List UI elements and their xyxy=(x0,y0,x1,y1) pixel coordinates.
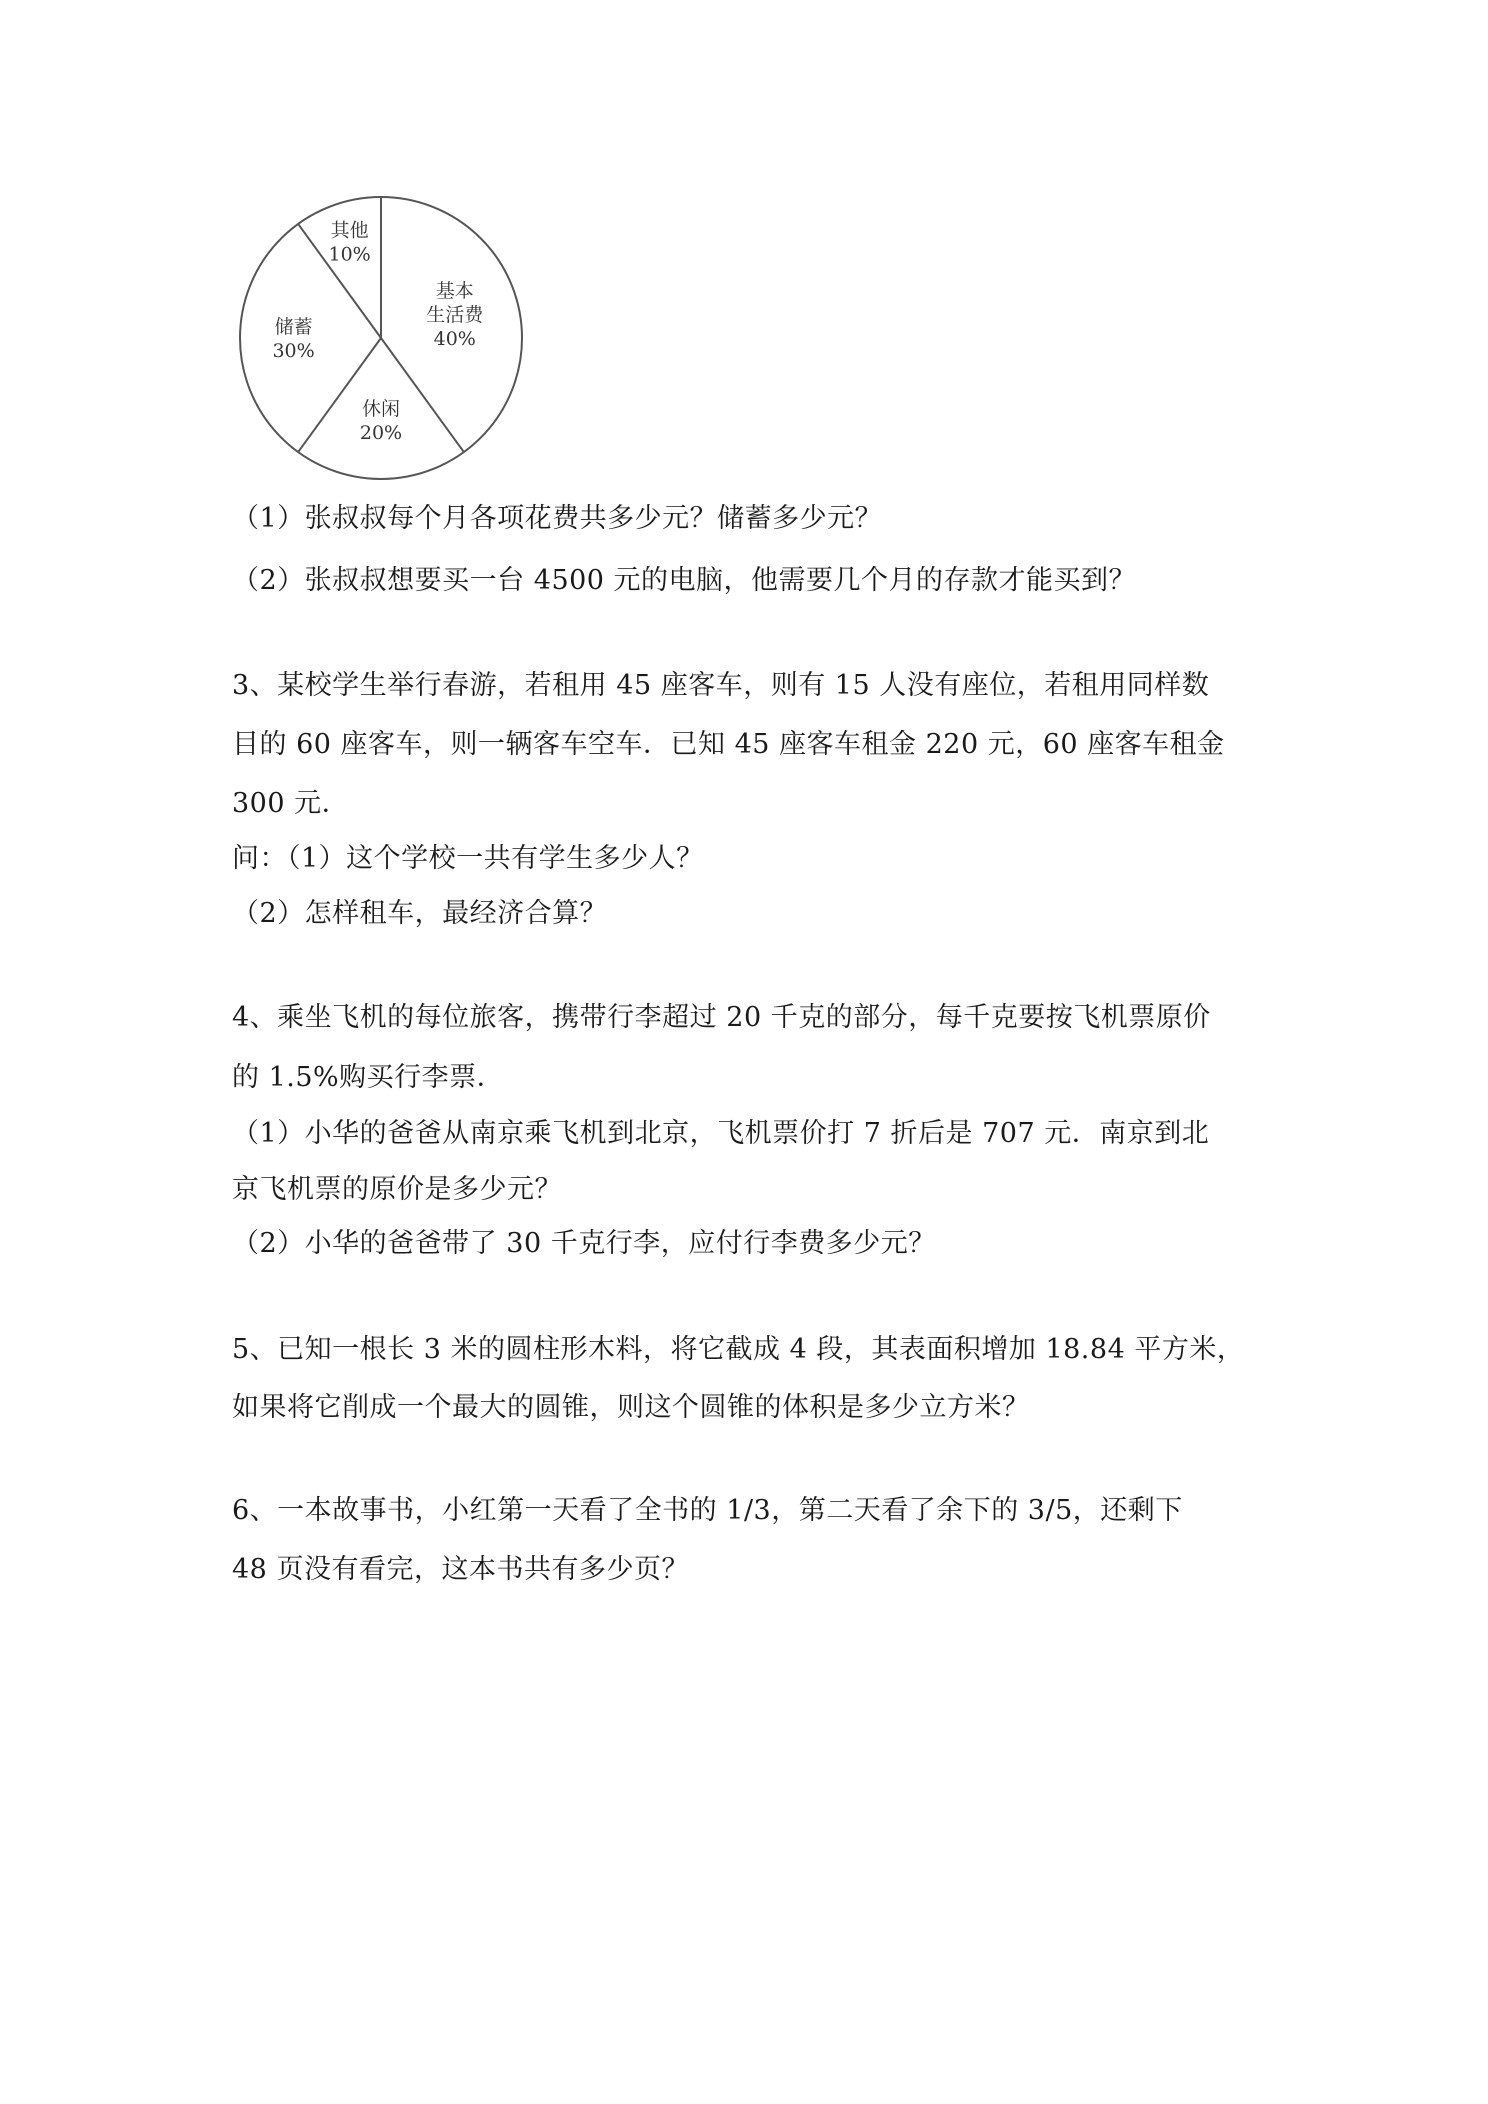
pie-slice-label: 休闲 xyxy=(361,397,401,420)
question-3-part-2: （2）怎样租车，最经济合算？ xyxy=(232,898,608,929)
question-5-line-1: 5、已知一根长 3 米的圆柱形木料，将它截成 4 段，其表面积增加 18.84 平方米， xyxy=(232,1334,1245,1365)
question-6-line-2: 48 页没有看完，这本书共有多少页？ xyxy=(232,1554,689,1585)
pie-slice-label: 储蓄 xyxy=(274,316,313,338)
pie-slice-label: 生活费 xyxy=(426,304,484,327)
question-5-line-2: 如果将它削成一个最大的圆锥，则这个圆锥的体积是多少立方米？ xyxy=(232,1392,1030,1423)
question-3-line-2: 目的 60 座客车，则一辆客车空车．已知 45 座客车租金 220 元，60 座客车租金 xyxy=(232,729,1225,760)
pie-slice-percent: 30% xyxy=(272,340,315,362)
question-3-line-1: 3、某校学生举行春游，若租用 45 座客车，则有 15 人没有座位，若租用同样数 xyxy=(232,670,1210,701)
question-4-part-1-line-2: 京飞机票的原价是多少元？ xyxy=(232,1174,562,1205)
question-2-part-2: （2）张叔叔想要买一台 4500 元的电脑，他需要几个月的存款才能买到？ xyxy=(232,565,1137,596)
expense-pie-chart xyxy=(236,192,526,484)
question-2-part-1: （1）张叔叔每个月各项花费共多少元？储蓄多少元？ xyxy=(232,503,883,534)
question-4-line-2: 的 1.5%购买行李票． xyxy=(232,1062,505,1093)
question-4-line-1: 4、乘坐飞机的每位旅客，携带行李超过 20 千克的部分，每千克要按飞机票原价 xyxy=(232,1002,1211,1033)
question-3-part-1: 问：（1）这个学校一共有学生多少人？ xyxy=(232,843,704,874)
pie-slice-percent: 40% xyxy=(433,328,476,351)
question-3-line-3: 300 元． xyxy=(232,788,350,819)
question-4-part-2: （2）小华的爸爸带了 30 千克行李，应付行李费多少元？ xyxy=(232,1228,936,1259)
question-6-line-1: 6、一本故事书，小红第一天看了全书的 1/3，第二天看了余下的 3/5，还剩下 xyxy=(232,1495,1183,1526)
pie-slice-label: 基本 xyxy=(435,280,474,303)
pie-slice-percent: 20% xyxy=(359,421,403,444)
pie-slice-label: 其他 xyxy=(330,219,369,242)
pie-slice-percent: 10% xyxy=(328,243,371,266)
question-4-part-1-line-1: （1）小华的爸爸从南京乘飞机到北京，飞机票价打 7 折后是 707 元．南京到北 xyxy=(232,1118,1210,1149)
